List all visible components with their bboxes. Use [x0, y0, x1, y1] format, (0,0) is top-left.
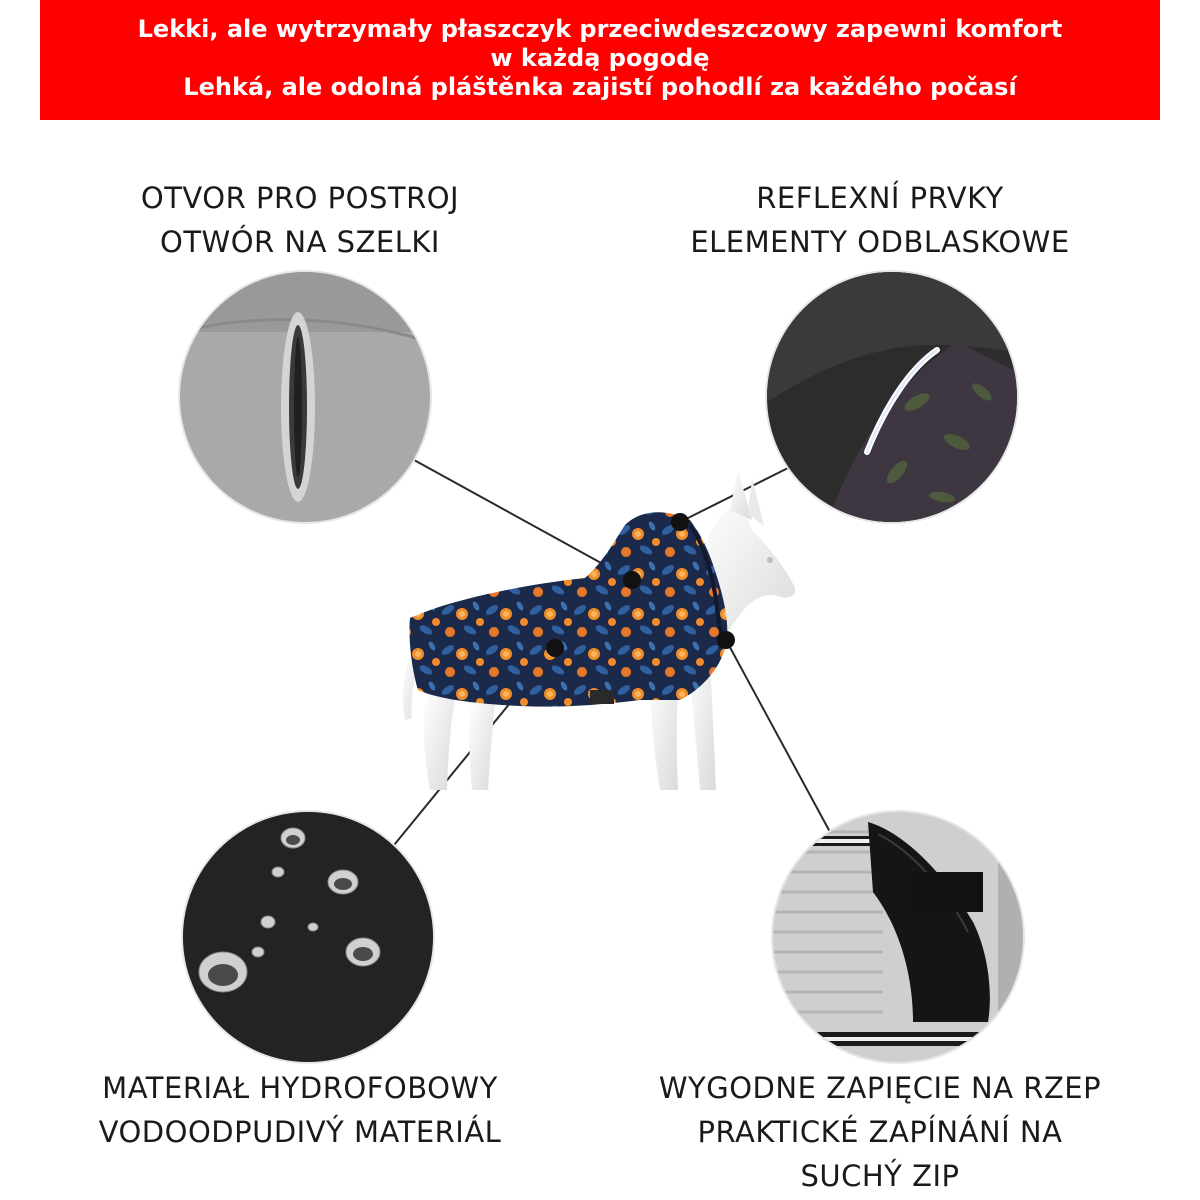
label-harness-hole-line2: OTWÓR NA SZELKI: [160, 225, 440, 259]
banner-line-1: Lekki, ale wytrzymały płaszczyk przeciwdeszczowy zapewni komfort: [137, 14, 1063, 43]
label-velcro-line1: WYGODNE ZAPIĘCIE NA RZEP: [658, 1071, 1102, 1105]
reflective-stripe-closeup-icon: [767, 272, 1017, 522]
harness-hole-closeup-icon: [180, 272, 430, 522]
dot-velcro: [717, 631, 735, 649]
banner-line-2: w każdą pogodę: [490, 43, 710, 72]
dot-harness: [623, 571, 641, 589]
connector-velcro: [726, 640, 830, 832]
label-reflective-line1: REFLEXNÍ PRVKY: [756, 181, 1004, 215]
label-velcro-line2: PRAKTICKÉ ZAPÍNÁNÍ NA: [697, 1115, 1063, 1149]
banner-line-3: Lehká, ale odolná pláštěnka zajistí pohodlí za každého počasí: [183, 72, 1017, 101]
label-reflective-line2: ELEMENTY ODBLASKOWE: [690, 225, 1070, 259]
dot-waterproof: [546, 639, 564, 657]
label-velcro-line3: SUCHÝ ZIP: [800, 1159, 960, 1193]
water-droplets-closeup-icon: [183, 812, 433, 1062]
velcro-fastening-closeup-icon: [773, 812, 1023, 1062]
label-waterproof-line2: VODOODPUDIVÝ MATERIÁL: [98, 1115, 502, 1149]
label-harness-hole-line1: OTVOR PRO POSTROJ: [140, 181, 460, 215]
dog-mannequin-raincoat-icon: [403, 470, 795, 790]
label-waterproof-line1: MATERIAŁ HYDROFOBOWY: [102, 1071, 498, 1105]
connector-harness: [405, 455, 632, 580]
dot-reflective: [671, 513, 689, 531]
